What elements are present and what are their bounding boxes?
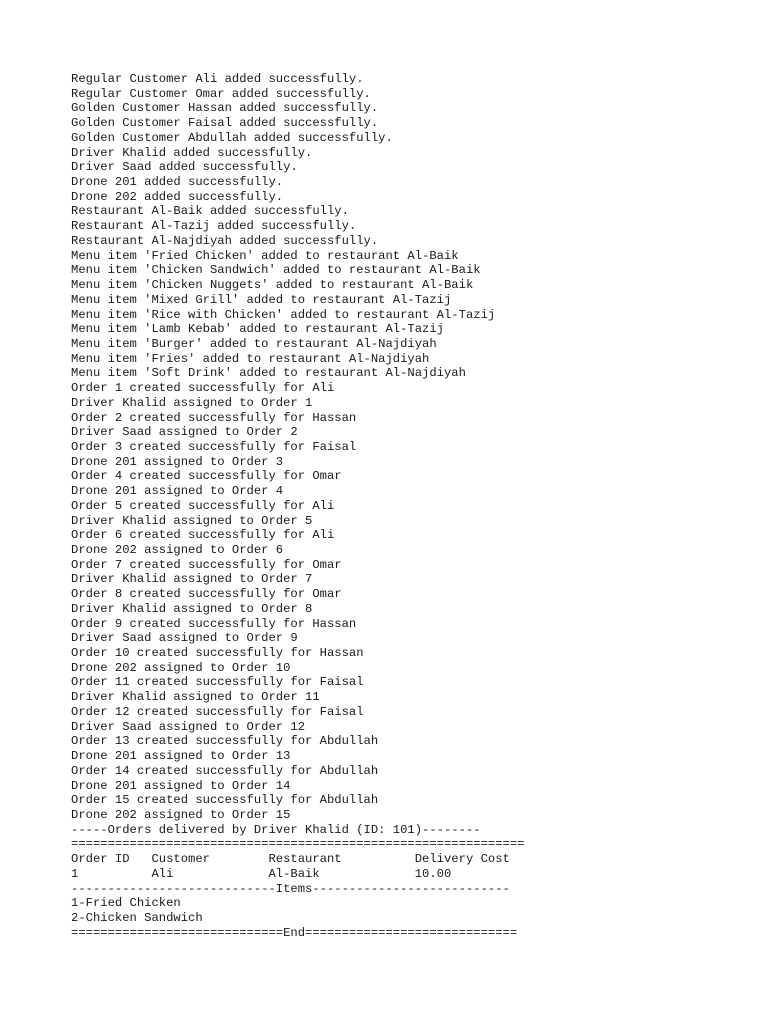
console-line: Order 6 created successfully for Ali [71,528,335,543]
console-line: Order 13 created successfully for Abdullah [71,734,379,749]
console-line: Order 4 created successfully for Omar [71,469,342,484]
console-line: Drone 202 assigned to Order 10 [71,660,291,675]
console-line: Order 11 created successfully for Faisal [71,675,364,690]
console-line: ============================================================== [71,837,525,852]
console-line: Order 3 created successfully for Faisal [71,439,357,454]
console-line: Driver Saad assigned to Order 12 [71,719,306,734]
console-line: Drone 202 assigned to Order 6 [71,543,284,557]
console-line: ----------------------------Items--------------------------- [71,881,510,896]
console-line: Order 15 created successfully for Abdullah [71,793,379,808]
console-line: Driver Khalid assigned to Order 8 [71,601,313,616]
console-line: Drone 201 assigned to Order 13 [71,749,291,764]
console-line: Driver Khalid assigned to Order 11 [71,690,320,705]
console-line: Drone 202 assigned to Order 15 [71,807,291,822]
console-line: Driver Khalid assigned to Order 7 [71,572,313,587]
console-line: Menu item 'Chicken Sandwich' added to restaurant Al-Baik [71,263,481,278]
console-line: Order 9 created successfully for Hassan [71,616,357,631]
console-line: 2-Chicken Sandwich [71,910,203,925]
console-line: Drone 201 assigned to Order 3 [71,454,284,469]
console-line: Order 8 created successfully for Omar [71,587,342,602]
console-line: Driver Khalid added successfully. [71,145,313,160]
console-line: Menu item 'Rice with Chicken' added to restaurant Al-Tazij [71,307,496,322]
console-line: Drone 201 added successfully. [71,175,284,190]
console-line: Menu item 'Fries' added to restaurant Al-Najdiyah [71,351,430,366]
console-line: Restaurant Al-Tazij added successfully. [71,219,357,234]
console-line: Order 10 created successfully for Hassan [71,646,364,661]
console-line: Driver Khalid assigned to Order 5 [71,513,313,528]
console-output [71,72,524,940]
console-line: Order 12 created successfully for Faisal [71,704,364,719]
console-line: -----Orders delivered by Driver Khalid (ID: 101)-------- [71,822,481,837]
console-line: Menu item 'Mixed Grill' added to restaurant Al-Tazij [71,292,452,307]
console-line: Order 1 created successfully for Ali [71,381,335,396]
console-line: Order 14 created successfully for Abdullah [71,763,379,778]
console-line: Menu item 'Chicken Nuggets' added to restaurant Al-Baik [71,278,474,293]
console-line: Golden Customer Abdullah added successfully. [71,130,393,145]
console-line: Order 7 created successfully for Omar [71,557,342,572]
console-line: Menu item 'Soft Drink' added to restaurant Al-Najdiyah [71,366,466,381]
console-line: Driver Saad added successfully. [71,160,298,175]
console-line: Restaurant Al-Baik added successfully. [71,204,349,219]
console-line: Drone 201 assigned to Order 14 [71,778,291,793]
console-line: Drone 202 added successfully. [71,189,284,204]
console-line: Drone 201 assigned to Order 4 [71,484,284,499]
console-line: Menu item 'Burger' added to restaurant Al-Najdiyah [71,336,437,351]
console-line: Regular Customer Ali added successfully. [71,72,364,86]
console-line: 1-Fried Chicken [71,896,181,911]
console-line: Driver Khalid assigned to Order 1 [71,395,313,410]
console-line: Driver Saad assigned to Order 9 [71,631,298,646]
console-line: Restaurant Al-Najdiyah added successfully. [71,233,379,248]
console-line: Golden Customer Faisal added successfully. [71,116,379,131]
console-line: Order ID Customer Restaurant Delivery Cost [71,852,510,867]
console-line: Order 2 created successfully for Hassan [71,410,357,425]
console-line: Golden Customer Hassan added successfully. [71,101,379,116]
console-line: =============================End============================= [71,925,518,940]
console-line: Driver Saad assigned to Order 2 [71,425,298,440]
console-line: Regular Customer Omar added successfully. [71,86,371,101]
console-line: 1 Ali Al-Baik 10.00 [71,866,452,881]
console-line: Menu item 'Lamb Kebab' added to restaurant Al-Tazij [71,322,444,337]
console-line: Menu item 'Fried Chicken' added to restaurant Al-Baik [71,248,459,263]
console-line: Order 5 created successfully for Ali [71,498,335,513]
